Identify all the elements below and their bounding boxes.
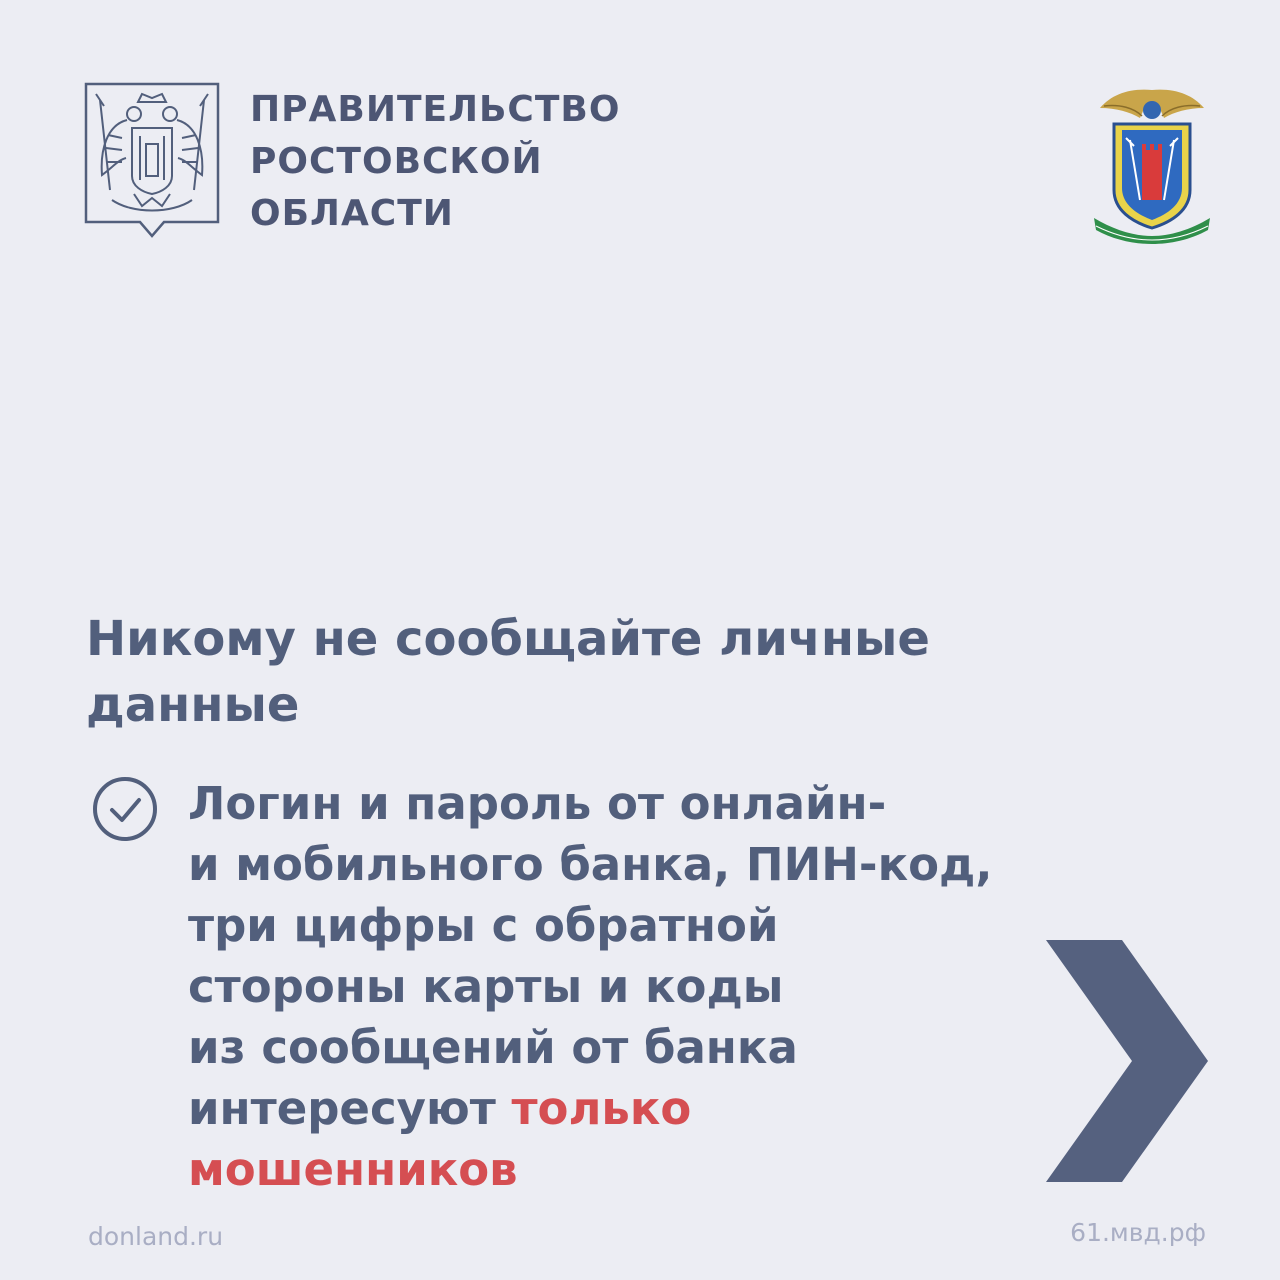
gov-name-line-3: ОБЛАСТИ <box>250 193 454 234</box>
body-line-6 <box>188 1078 1068 1139</box>
footer-site-mvd[interactable]: 61.мвд.рф <box>1070 1218 1206 1247</box>
warning-text <box>188 773 1068 1200</box>
accent-word-scammers: мошенников <box>188 1143 518 1196</box>
body-line-3: три цифры с обратной <box>188 899 779 952</box>
body-line-1: Логин и пароль от онлайн- <box>188 777 887 830</box>
gov-name-line-1: ПРАВИТЕЛЬСТВО <box>250 89 621 130</box>
body-line-4: стороны карты и коды <box>188 960 784 1013</box>
footer-site-donland[interactable]: donland.ru <box>88 1222 224 1251</box>
gov-name-line-2: РОСТОВСКОЙ <box>250 141 543 182</box>
chevron-right-icon[interactable] <box>1042 940 1208 1182</box>
headline: Никому не сообщайте личные данные <box>86 611 930 733</box>
check-circle-icon <box>92 776 158 842</box>
coat-of-arms-icon <box>82 80 222 240</box>
accent-word-only: только <box>511 1082 692 1135</box>
government-name <box>250 84 620 240</box>
body-line-6-plain: интересуют <box>188 1082 512 1135</box>
body-line-5: из сообщений от банка <box>188 1021 798 1074</box>
body-line-2: и мобильного банка, ПИН-код, <box>188 838 993 891</box>
mvd-emblem-icon <box>1090 80 1214 244</box>
